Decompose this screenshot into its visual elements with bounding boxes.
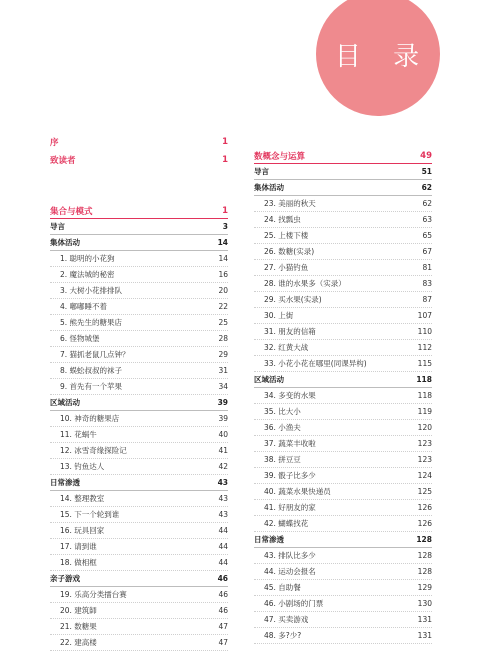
toc-entry-page: 34 <box>218 382 228 391</box>
toc-entry-page: 119 <box>417 407 432 416</box>
toc-entry[interactable] <box>50 251 228 267</box>
toc-entry-title: 5. 熊先生的糖果店 <box>60 318 123 327</box>
toc-section-heading-title: 集体活动 <box>50 238 80 247</box>
toc-entry-page: 62 <box>422 199 432 208</box>
toc-front-entry-page: 1 <box>222 155 228 165</box>
toc-section-heading[interactable] <box>254 164 432 180</box>
toc-entry[interactable] <box>50 427 228 443</box>
toc-entry-page: 43 <box>218 494 228 503</box>
toc-entry-title: 8. 蜈蚣叔叔的袜子 <box>60 366 123 375</box>
toc-entry-page: 40 <box>218 430 228 439</box>
toc-section-heading-page: 46 <box>217 574 228 583</box>
toc-entry-title: 21. 数糖果 <box>60 622 97 631</box>
toc-entry-title: 34. 多变的水果 <box>264 391 316 400</box>
toc-entry[interactable] <box>254 260 432 276</box>
toc-entry-title: 44. 运动会报名 <box>264 567 316 576</box>
toc-entry-page: 131 <box>417 631 432 640</box>
toc-entry[interactable] <box>254 388 432 404</box>
toc-entry[interactable] <box>50 603 228 619</box>
toc-chapter-heading-title: 数概念与运算 <box>254 151 306 162</box>
toc-entry[interactable] <box>254 356 432 372</box>
toc-entry[interactable] <box>50 459 228 475</box>
toc-section-heading[interactable] <box>254 372 432 388</box>
toc-section-heading-title: 集体活动 <box>254 183 284 192</box>
toc-entry[interactable] <box>254 612 432 628</box>
toc-entry-title: 9. 首先有一个苹果 <box>60 382 123 391</box>
title-circle <box>316 0 440 116</box>
toc-entry-page: 130 <box>417 599 432 608</box>
toc-chapter-heading[interactable] <box>254 148 432 164</box>
toc-entry-page: 83 <box>422 279 432 288</box>
toc-entry-page: 14 <box>218 254 228 263</box>
toc-entry-page: 44 <box>218 558 228 567</box>
toc-section-heading[interactable] <box>254 532 432 548</box>
toc-section-heading-title: 区域活动 <box>50 398 80 407</box>
toc-entry-page: 112 <box>417 343 432 352</box>
toc-entry-title: 10. 神奇的糖果店 <box>60 414 120 423</box>
toc-entry[interactable] <box>254 628 432 644</box>
toc-entry-title: 11. 花蜗牛 <box>60 430 97 439</box>
toc-section-heading-page: 118 <box>416 375 432 384</box>
toc-entry-title: 48. 多?少? <box>264 631 302 640</box>
toc-chapter-heading-title: 集合与模式 <box>50 206 93 217</box>
toc-entry[interactable] <box>254 292 432 308</box>
toc-entry[interactable] <box>50 411 228 427</box>
toc-entry[interactable] <box>50 267 228 283</box>
toc-section-heading[interactable] <box>50 395 228 411</box>
toc-entry-page: 22 <box>218 302 228 311</box>
toc-entry-page: 87 <box>422 295 432 304</box>
toc-entry-page: 118 <box>417 391 432 400</box>
toc-entry[interactable] <box>254 196 432 212</box>
toc-entry-page: 44 <box>218 526 228 535</box>
toc-entry-page: 123 <box>417 455 432 464</box>
toc-entry-page: 46 <box>218 590 228 599</box>
toc-entry-page: 25 <box>218 318 228 327</box>
toc-entry-title: 19. 乐高分类擂台赛 <box>60 590 127 599</box>
toc-entry-page: 115 <box>417 359 432 368</box>
toc-entry[interactable] <box>50 587 228 603</box>
toc-entry[interactable] <box>50 523 228 539</box>
toc-entry-title: 29. 买水果(实录) <box>264 295 322 304</box>
toc-entry-page: 124 <box>417 471 432 480</box>
toc-section-heading-page: 62 <box>421 183 432 192</box>
toc-entry[interactable] <box>50 347 228 363</box>
toc-entry-page: 31 <box>218 366 228 375</box>
toc-entry-title: 6. 怪物城堡 <box>60 334 100 343</box>
toc-entry[interactable] <box>254 276 432 292</box>
toc-section-heading-page: 3 <box>222 222 228 231</box>
toc-entry-title: 13. 钓鱼达人 <box>60 462 105 471</box>
toc-entry-page: 110 <box>417 327 432 336</box>
toc-front-entry[interactable] <box>50 133 228 151</box>
toc-entry-title: 24. 找瓢虫 <box>264 215 301 224</box>
toc-entry[interactable] <box>254 228 432 244</box>
toc-entry-page: 63 <box>422 215 432 224</box>
toc-entry-title: 42. 蝴蝶找花 <box>264 519 309 528</box>
toc-left-column <box>50 133 228 651</box>
toc-entry-title: 22. 建高楼 <box>60 638 97 647</box>
toc-entry[interactable] <box>254 596 432 612</box>
toc-entry-title: 3. 大树小花排排队 <box>60 286 123 295</box>
toc-chapter-heading-page: 1 <box>222 205 228 216</box>
toc-section-heading-title: 区域活动 <box>254 375 284 384</box>
toc-entry-page: 16 <box>218 270 228 279</box>
toc-entry-title: 17. 请到谁 <box>60 542 97 551</box>
toc-entry[interactable] <box>50 283 228 299</box>
toc-entry-page: 46 <box>218 606 228 615</box>
toc-entry-page: 29 <box>218 350 228 359</box>
toc-entry-title: 45. 自助餐 <box>264 583 301 592</box>
toc-entry-title: 37. 蔬菜丰收啦 <box>264 439 316 448</box>
toc-entry[interactable] <box>254 500 432 516</box>
toc-entry-page: 47 <box>218 622 228 631</box>
toc-entry-title: 23. 美丽的秋天 <box>264 199 316 208</box>
toc-entry-page: 107 <box>417 311 432 320</box>
toc-entry-page: 131 <box>417 615 432 624</box>
toc-entry[interactable] <box>50 635 228 651</box>
toc-entry-page: 129 <box>417 583 432 592</box>
toc-entry[interactable] <box>50 539 228 555</box>
toc-entry[interactable] <box>254 516 432 532</box>
toc-entry[interactable] <box>50 507 228 523</box>
toc-entry-title: 47. 买卖游戏 <box>264 615 309 624</box>
toc-entry[interactable] <box>254 564 432 580</box>
toc-entry[interactable] <box>254 420 432 436</box>
toc-section-heading[interactable] <box>50 235 228 251</box>
toc-entry-title: 33. 小花小花在哪里(同课异构) <box>264 359 367 368</box>
toc-front-entry-title: 致读者 <box>50 156 76 166</box>
toc-entry-title: 7. 猫抓老鼠几点钟？ <box>60 350 130 359</box>
toc-entry-title: 2. 魔法城的秘密 <box>60 270 115 279</box>
toc-section-heading-page: 43 <box>217 478 228 487</box>
toc-entry-page: 39 <box>218 414 228 423</box>
toc-entry[interactable] <box>50 443 228 459</box>
toc-entry-title: 32. 红黄大战 <box>264 343 309 352</box>
toc-front-entry-page: 1 <box>222 137 228 147</box>
toc-entry[interactable] <box>254 212 432 228</box>
toc-front-entry-title: 序 <box>50 138 59 148</box>
toc-entry[interactable] <box>254 436 432 452</box>
toc-section-heading[interactable] <box>50 475 228 491</box>
toc-entry-page: 67 <box>422 247 432 256</box>
toc-entry-title: 26. 数糖(实录) <box>264 247 315 256</box>
toc-entry-title: 38. 拼豆豆 <box>264 455 301 464</box>
toc-entry-title: 18. 做相框 <box>60 558 97 567</box>
toc-entry-title: 41. 好朋友的家 <box>264 503 316 512</box>
toc-entry-page: 123 <box>417 439 432 448</box>
toc-section-heading-title: 亲子游戏 <box>50 574 80 583</box>
toc-entry[interactable] <box>254 580 432 596</box>
toc-entry-page: 65 <box>422 231 432 240</box>
toc-entry-title: 35. 比大小 <box>264 407 301 416</box>
toc-entry[interactable] <box>50 299 228 315</box>
toc-entry-title: 30. 上街 <box>264 311 294 320</box>
toc-section-heading[interactable] <box>50 571 228 587</box>
toc-entry[interactable] <box>254 324 432 340</box>
toc-entry-title: 27. 小猫钓鱼 <box>264 263 309 272</box>
toc-entry[interactable] <box>254 340 432 356</box>
spacer <box>50 169 228 203</box>
toc-chapter-heading[interactable] <box>50 203 228 219</box>
toc-entry-title: 16. 玩具回家 <box>60 526 105 535</box>
toc-entry-page: 128 <box>417 551 432 560</box>
toc-entry-title: 40. 蔬菜水果快递员 <box>264 487 331 496</box>
toc-entry[interactable] <box>50 315 228 331</box>
toc-entry[interactable] <box>50 331 228 347</box>
toc-entry-title: 36. 小渔夫 <box>264 423 301 432</box>
toc-entry-page: 81 <box>422 263 432 272</box>
toc-entry-page: 42 <box>218 462 228 471</box>
toc-entry[interactable] <box>50 491 228 507</box>
toc-chapter-heading-page: 49 <box>420 150 432 161</box>
toc-entry[interactable] <box>50 363 228 379</box>
toc-entry-title: 25. 上楼下楼 <box>264 231 309 240</box>
toc-entry-page: 47 <box>218 638 228 647</box>
toc-section-heading[interactable] <box>50 219 228 235</box>
toc-entry-title: 4. 嘟嘟睡不着 <box>60 302 108 311</box>
toc-entry-page: 126 <box>417 519 432 528</box>
toc-entry-page: 20 <box>218 286 228 295</box>
toc-section-heading-page: 39 <box>217 398 228 407</box>
toc-section-heading-page: 128 <box>416 535 432 544</box>
toc-right-column <box>254 148 432 644</box>
toc-entry[interactable] <box>254 548 432 564</box>
toc-section-heading-title: 导言 <box>254 167 269 176</box>
toc-entry[interactable] <box>254 404 432 420</box>
toc-entry-page: 44 <box>218 542 228 551</box>
toc-entry[interactable] <box>254 244 432 260</box>
toc-entry[interactable] <box>50 379 228 395</box>
toc-entry-title: 1. 聪明的小花狗 <box>60 254 115 263</box>
toc-entry-page: 125 <box>417 487 432 496</box>
toc-entry-page: 128 <box>417 567 432 576</box>
toc-section-heading-page: 14 <box>217 238 228 247</box>
toc-entry-title: 15. 下一个轮到谁 <box>60 510 120 519</box>
toc-section-heading-title: 导言 <box>50 222 65 231</box>
toc-front-entry[interactable] <box>50 151 228 169</box>
toc-entry-title: 14. 整理教室 <box>60 494 105 503</box>
toc-entry[interactable] <box>50 619 228 635</box>
toc-entry[interactable] <box>254 308 432 324</box>
toc-section-heading-title: 日常渗透 <box>254 535 284 544</box>
page-title: 目 录 <box>334 41 432 72</box>
toc-section-heading-page: 51 <box>421 167 432 176</box>
toc-entry-page: 120 <box>417 423 432 432</box>
toc-entry-title: 43. 排队比多少 <box>264 551 316 560</box>
toc-entry-title: 12. 冰雪奇缘探险记 <box>60 446 127 455</box>
toc-entry-title: 46. 小剧场的门票 <box>264 599 324 608</box>
toc-entry[interactable] <box>254 452 432 468</box>
toc-entry-page: 43 <box>218 510 228 519</box>
toc-entry[interactable] <box>254 484 432 500</box>
toc-entry-page: 41 <box>218 446 228 455</box>
toc-entry[interactable] <box>50 555 228 571</box>
toc-entry-page: 126 <box>417 503 432 512</box>
toc-entry-title: 28. 谁的水果多（实录） <box>264 279 346 288</box>
toc-entry-title: 31. 朋友的信箱 <box>264 327 316 336</box>
toc-entry-title: 39. 骰子比多少 <box>264 471 316 480</box>
toc-section-heading[interactable] <box>254 180 432 196</box>
toc-entry-page: 28 <box>218 334 228 343</box>
toc-entry[interactable] <box>254 468 432 484</box>
toc-section-heading-title: 日常渗透 <box>50 478 80 487</box>
toc-entry-title: 20. 建筑師 <box>60 606 97 615</box>
